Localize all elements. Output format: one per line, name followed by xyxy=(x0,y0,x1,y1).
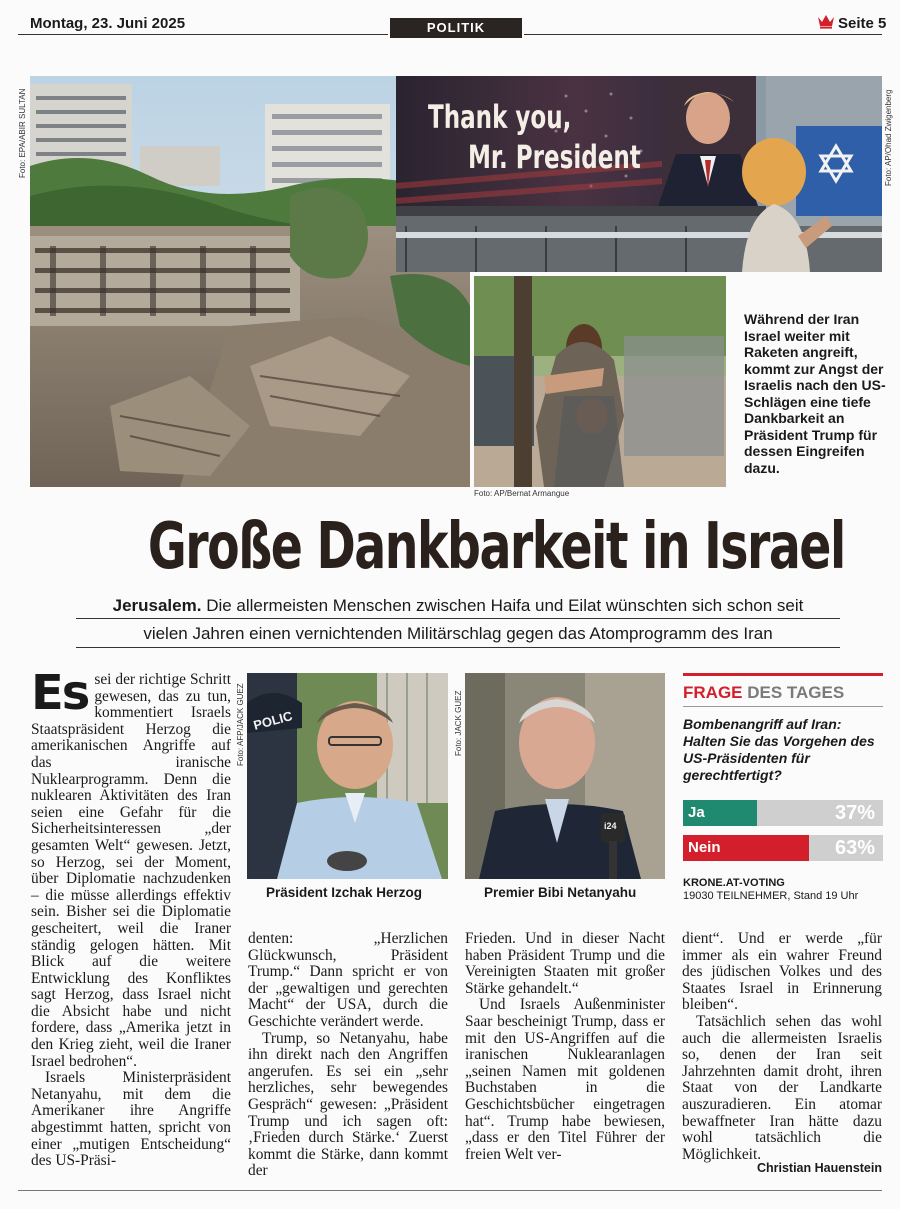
netanyahu-photo xyxy=(465,673,665,879)
photo-credit-netanyahu: Foto: JACK GUEZ xyxy=(454,690,463,756)
col1-paragraph-1: sei der richtige Schritt gewesen, das zu tun, kommentiert Israels Staatspräsident Herzog die amerikanischen Angriffe auf das iranische Nuklearprogramm. Denn die nuklearen Aktivitäten des Iran seien eine Gefahr für die Sicherheitsinteressen „der gesamten Welt“ gewesen. Jetzt, so Herzog, sei der Moment, über Diplomatie nachzudenken – die müsse allerdings effektiv sein. Bisher sei die Diplomatie gescheitert, weil die Iraner ständig gelogen hätten. Mit Blick auf die weitere Entwicklung des Konfliktes sagt Herzog, dass Israel nicht die Absicht habe und nicht fordere, dass „Amerika jetzt in den Krieg zieht, weil die Iraner Israel bedrohen“. xyxy=(31,671,231,1070)
billboard-text-line2: Mr. President xyxy=(468,138,641,176)
col2-paragraph-2: Trump, so Netanyahu, habe ihn direkt nach den Angriffen angerufen. Es sei ein „sehr herzliches, sehr bewegendes Gespräch“ gewesen: „Präsident Trump und ich sagen oft: ‚Frieden durch Stärke.‘ Zuerst kommt die Stärke, dann kommt der xyxy=(248,1029,448,1180)
dropcap: Es xyxy=(31,665,89,721)
poll-option-ja[interactable] xyxy=(683,800,883,826)
poll-title-red: FRAGE xyxy=(683,683,743,702)
poll-title-grey: DES TAGES xyxy=(747,683,845,702)
poll-title xyxy=(683,673,883,703)
poll-question: Bombenangriff auf Iran: Halten Sie das Vorgehen des US-Präsidenten für gerechtfertigt? xyxy=(683,716,875,783)
article-column-2 xyxy=(248,931,448,1180)
photo-credit-hug: Foto: AP/Bernat Armangue xyxy=(474,489,570,498)
lead-text-1: Die allermeisten Menschen zwischen Haifa und Eilat wünschten sich schon seit xyxy=(206,596,804,615)
page-number: Seite 5 xyxy=(838,15,887,32)
photo-credit-herzog: Foto: AFP/JACK GUEZ xyxy=(236,683,245,766)
headline: Große Dankbarkeit in Israel xyxy=(147,510,845,584)
col1-paragraph-2: Israels Ministerpräsident Netanyahu, mit dem die Amerikaner ihre Angriffe abgestimmt hatten, spricht von einer „mutigen Entscheidung“ des US-Präsi- xyxy=(31,1069,231,1170)
article-column-4 xyxy=(682,931,882,1163)
lead-rule-1 xyxy=(76,618,840,619)
poll-source xyxy=(683,877,858,903)
photo-caption: Während der Iran Israel weiter mit Raketen angreift, kommt zur Angst der Israelis nach den US-Schlägen eine tiefe Dankbarkeit an Präsident Trump für dessen Eingreifen dazu. xyxy=(744,311,886,476)
herzog-caption: Präsident Izchak Herzog xyxy=(266,885,423,900)
billboard-photo xyxy=(396,76,882,272)
poll-participants: 19030 TEILNEHMER, Stand 19 Uhr xyxy=(683,890,859,902)
poll-option-value-nein: 63% xyxy=(834,837,875,859)
herzog-mic-label: POLIC xyxy=(251,708,294,733)
poll-rule xyxy=(683,706,883,707)
header-rule-left xyxy=(18,34,388,35)
poll-option-label-ja: Ja xyxy=(688,804,705,821)
col3-paragraph-2: Und Israels Außenminister Saar bescheinigt Trump, dass er mit den US-Angriffen auf die iranischen Nuklearanlagen „seinen Namen mit goldenen Buchstaben in die Geschichtsbücher eingetragen hat“. Trump habe bewiesen, „dass er den Titel Führer der freien Welt ver- xyxy=(465,996,665,1163)
netanyahu-caption: Premier Bibi Netanyahu xyxy=(484,885,637,900)
hug-photo xyxy=(474,276,726,487)
lead-place: Jerusalem. xyxy=(112,596,202,615)
crown-icon xyxy=(817,13,835,29)
section-label: POLITIK xyxy=(390,18,522,38)
poll-source-name: KRONE.AT-VOTING xyxy=(683,877,785,889)
article-column-1 xyxy=(31,665,231,1170)
poll-option-value-ja: 37% xyxy=(834,802,875,824)
lead-rule-2 xyxy=(76,647,840,648)
photo-credit-billboard: Foto: AP/Ohad Zwigenberg xyxy=(884,89,893,186)
billboard-text-line1: Thank you, xyxy=(428,98,572,136)
article-column-3 xyxy=(465,931,665,1163)
poll-option-nein[interactable] xyxy=(683,835,883,861)
netanyahu-mic-label: i24 xyxy=(604,821,617,831)
col4-paragraph-2: Tatsächlich sehen das wohl auch die allermeisten Israelis so, denen der Iran seit Jahrzehnten damit droht, ihren Staat von der Landkarte auszuradieren. Ein atomar bewaffneter Iran hätte dazu wohl tatsächlich die Möglichkeit. xyxy=(682,1012,882,1163)
issue-date: Montag, 23. Juni 2025 xyxy=(30,15,186,32)
poll-option-label-nein: Nein xyxy=(688,839,721,856)
herzog-photo xyxy=(247,673,448,879)
byline: Christian Hauenstein xyxy=(756,1161,882,1175)
footer-rule xyxy=(18,1190,882,1191)
col2-paragraph-1: denten: „Herzlichen Glückwunsch, Präsident Trump.“ Dann spricht er von der „gewaltigen und gerechten Macht“ der USA, durch die Geschichte verändert werde. xyxy=(248,930,448,1030)
lead-line-1 xyxy=(76,594,840,618)
lead-line-2: vielen Jahren einen vernichtenden Militärschlag gegen das Atomprogramm des Iran xyxy=(143,624,773,643)
photo-credit-rubble: Foto: EPA/ABIR SULTAN xyxy=(18,88,27,178)
col4-paragraph-1: dient“. Und er werde „für immer als ein wahrer Freund des jüdischen Volkes und des Staates Israel in Erinnerung bleiben“. xyxy=(682,930,882,1014)
header-rule-right xyxy=(524,34,882,35)
col3-paragraph-1: Frieden. Und in dieser Nacht haben Präsident Trump und die Vereinigten Staaten mit großer Stärke gehandelt.“ xyxy=(465,930,665,997)
